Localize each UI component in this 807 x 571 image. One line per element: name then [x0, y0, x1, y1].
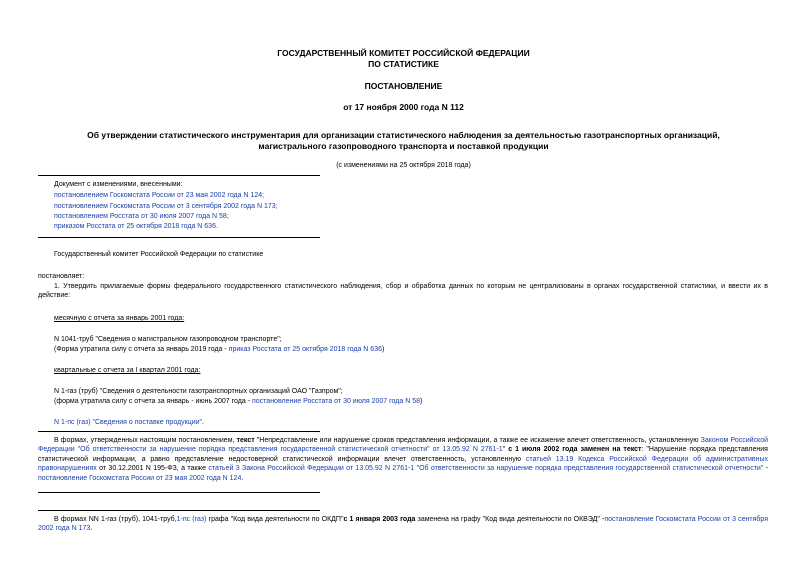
- note2-link-form[interactable]: 1-пс (газ): [176, 516, 207, 523]
- note2-text-3: заменена на графу "Код вида деятельности по ОКВЭД" -: [415, 516, 605, 523]
- note-2-paragraph: [38, 515, 768, 534]
- quarterly-heading: квартальные с отчета за I квартал 2001 года:: [54, 367, 201, 374]
- form-1ps-line: [54, 418, 204, 427]
- paragraph-1: 1. Утвердить прилагаемые формы федерального государственного статистического наблюдения, сбор и обработка данных по которым не централизованы в органах государственной статистики, и ввести их в действие:: [38, 283, 768, 300]
- note2-text-4: .: [90, 525, 93, 533]
- note1-link-article[interactable]: статьей 13.19 Кодекса Российской Федерации об административных правонарушениях: [38, 455, 768, 473]
- note2-text-bold: с 1 января 2003 года: [343, 516, 416, 523]
- form-1ps-link[interactable]: N 1-пс (газ) "Сведения о поставке продукции": [54, 419, 203, 426]
- form-1041-note: [54, 345, 384, 354]
- divider-amendments-end: [38, 237, 320, 238]
- note2-text-2: графа "Код вида деятельности по ОКДП": [206, 516, 344, 523]
- amendment-link-3[interactable]: постановлением Росстата от 30 июля 2007 года N 58;: [54, 213, 229, 220]
- amendment-link-4[interactable]: приказом Росстата от 25 октября 2018 года N 636.: [54, 223, 218, 230]
- decrees-text: постановляет:: [38, 273, 85, 280]
- issuer-text: Государственный комитет Российской Федерации по статистике: [54, 251, 264, 258]
- note-1-paragraph: [38, 436, 768, 483]
- document-date: от 17 ноября 2000 года N 112: [343, 102, 464, 112]
- amended-note: (с изменениями на 25 октября 2018 года): [336, 162, 471, 169]
- document-type: ПОСТАНОВЛЕНИЕ: [364, 81, 443, 91]
- form-1gas-name: N 1-газ (труб) "Сведения о деятельности газотранспортных организаций ОАО "Газпром";: [54, 388, 343, 395]
- amendment-link-1[interactable]: постановлением Госкомстата России от 23 мая 2002 года N 124;: [54, 192, 265, 199]
- form-1gas-note: [54, 397, 422, 406]
- divider-note1-end: [38, 492, 320, 493]
- note1-link-decree[interactable]: постановление Госкомстата России от 23 мая 2002 года N 124: [38, 474, 242, 482]
- note2-link-decree[interactable]: постановление Госкомстата России от 3 сентября 2002 года N 173: [38, 516, 769, 533]
- note1-link-law[interactable]: Законом Российской Федерации "Об ответственности за нарушение порядка представления государственной статистической отчетности" от 13.05.92 N 2761-1: [38, 437, 768, 454]
- note1-text-1: В формах, утвержденных настоящим постановлением,: [54, 437, 237, 444]
- org-name-line2: ПО СТАТИСТИКЕ: [368, 59, 439, 69]
- note1-text-7: .: [241, 474, 244, 482]
- note1-text-3: ": [502, 446, 509, 454]
- divider-top: [38, 175, 320, 176]
- form-1041-note-prefix: (Форма утратила силу с отчета за январь 2019 года -: [54, 346, 229, 353]
- amendment-link-2[interactable]: постановлением Госкомстата России от 3 сентября 2002 года N 173;: [54, 203, 278, 210]
- form-1gas-note-prefix: (форма утратила силу с отчета за январь - июнь 2007 года -: [54, 398, 252, 405]
- document-title-line1: Об утверждении статистического инструментария для организации статистического наблюдения за деятельностью газотранспортных организаций,: [87, 130, 720, 140]
- form-1gas-note-link[interactable]: постановление Росстата от 30 июля 2007 года N 58: [251, 398, 420, 405]
- note2-text-1: В формах NN 1-газ (труб), 1041-труб,: [54, 516, 177, 523]
- note1-text-bold-1: текст: [236, 437, 255, 444]
- note1-text-4: : "Нарушение порядка представления статистической информации, а равно представление недостоверной статистической информации влечет ответственность, установленную: [38, 446, 768, 463]
- note1-text-6: -: [763, 465, 768, 473]
- form-1041-name: N 1041-труб "Сведения о магистральном газопроводном транспорте";: [54, 336, 282, 343]
- org-name-line1: ГОСУДАРСТВЕННЫЙ КОМИТЕТ РОССИЙСКОЙ ФЕДЕРАЦИИ: [277, 48, 530, 58]
- divider-note1-start: [38, 431, 320, 432]
- note1-link-article3[interactable]: статьей 3 Закона Российской Федерации от 13.05.92 N 2761-1 "Об ответственности за нарушение порядка представления государственной статистической отчетности": [208, 465, 764, 473]
- note1-text-5: от 30.12.2001 N 195-ФЗ, а также: [96, 465, 209, 473]
- monthly-heading: месячную с отчета за январь 2001 года:: [54, 315, 185, 322]
- note1-text-2: "Непредставление или нарушение сроков представления информации, а также ее искажение влечет ответственность, установленную: [254, 437, 701, 444]
- form-1041-note-suffix: ): [382, 346, 385, 353]
- form-1041-note-link[interactable]: приказ Росстата от 25 октября 2018 года N 636: [228, 346, 382, 353]
- divider-note2-start: [38, 510, 320, 511]
- amendments-intro: Документ с изменениями, внесенными:: [54, 181, 183, 188]
- document-title-line2: магистрального газопроводного транспорта и поставкой продукции: [258, 141, 549, 151]
- note1-text-bold-2: с 1 июля 2002 года заменен на текст: [508, 446, 642, 454]
- form-1ps-suffix: .: [202, 419, 204, 426]
- form-1gas-note-suffix: ): [420, 398, 423, 405]
